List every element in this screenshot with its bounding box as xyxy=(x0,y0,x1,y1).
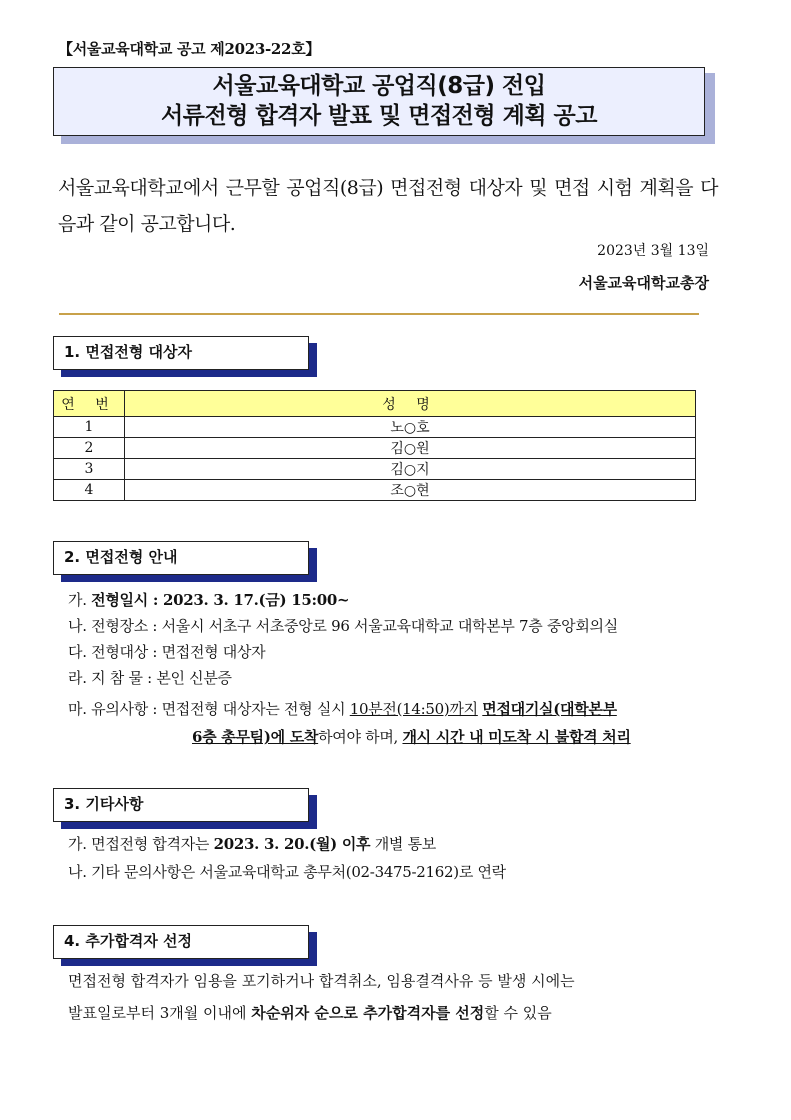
column-header-name: 성 명 xyxy=(125,391,696,417)
table-row xyxy=(54,417,696,438)
title-box xyxy=(53,67,705,136)
item-prefix: 가. xyxy=(68,591,92,609)
notes-mid: 하여야 하며, xyxy=(318,728,403,746)
row-name: 조○현 xyxy=(125,480,696,501)
other-item-contact: 나. 기타 문의사항은 서울교육대학교 총무처(02-3475-2162)로 연락 xyxy=(68,863,506,881)
result-prefix: 가. 면접전형 합격자는 xyxy=(68,835,214,853)
row-name: 노○호 xyxy=(125,417,696,438)
result-suffix: 개별 통보 xyxy=(370,835,436,853)
schedule-item-date xyxy=(68,589,349,610)
line2-bold: 차순위자 순으로 추가합격자를 선정 xyxy=(251,1004,485,1022)
divider-rule xyxy=(59,313,699,315)
row-number: 4 xyxy=(54,480,125,501)
table-row xyxy=(54,459,696,480)
notes-arrive-location: 6층 총무팀)에 도착 xyxy=(192,728,319,746)
schedule-item-target: 다. 전형대상 : 면접전형 대상자 xyxy=(68,643,266,661)
row-name: 김○지 xyxy=(125,459,696,480)
title-line-1: 서울교육대학교 공업직(8급) 전입 xyxy=(212,73,546,99)
line2-suffix: 할 수 있음 xyxy=(484,1004,552,1022)
candidate-table xyxy=(53,390,696,501)
section-4-heading: 4. 추가합격자 선정 xyxy=(53,925,309,959)
title-line-2: 서류전형 합격자 발표 및 면접전형 계획 공고 xyxy=(161,103,597,129)
intro-paragraph: 서울교육대학교에서 근무할 공업직(8급) 면접전형 대상자 및 면접 시험 계획을 다음과 같이 공고합니다. xyxy=(58,177,718,235)
schedule-item-place: 나. 전형장소 : 서울시 서초구 서초중앙로 96 서울교육대학교 대학본부 7층 중앙회의실 xyxy=(68,617,618,635)
section-1-heading: 1. 면접전형 대상자 xyxy=(53,336,309,370)
additional-line-1: 면접전형 합격자가 임용을 포기하거나 합격취소, 임용결격사유 등 발생 시에는 xyxy=(68,972,575,990)
table-row xyxy=(54,438,696,459)
section-3-heading: 3. 기타사항 xyxy=(53,788,309,822)
row-number: 1 xyxy=(54,417,125,438)
announcement-date: 2023년 3월 13일 xyxy=(597,243,709,259)
row-name: 김○원 xyxy=(125,438,696,459)
row-number: 3 xyxy=(54,459,125,480)
table-header-row xyxy=(54,391,696,417)
section-2-heading: 2. 면접전형 안내 xyxy=(53,541,309,575)
notes-failure-rule: 개시 시간 내 미도착 시 불합격 처리 xyxy=(402,728,631,746)
schedule-item-notes xyxy=(68,698,617,719)
schedule-item-notes-cont xyxy=(192,726,631,747)
notes-text: 마. 유의사항 : 면접전형 대상자는 전형 실시 xyxy=(68,700,350,718)
schedule-item-items: 라. 지 참 물 : 본인 신분증 xyxy=(68,669,232,687)
issuer: 서울교육대학교총장 xyxy=(578,274,709,292)
row-number: 2 xyxy=(54,438,125,459)
column-header-number: 연 번 xyxy=(54,391,125,417)
additional-selection-paragraph xyxy=(68,965,708,1029)
notice-number: 【서울교육대학교 공고 제2023-22호】 xyxy=(58,40,321,58)
notes-waiting-room: 면접대기실(대학본부 xyxy=(482,700,617,718)
notes-arrival-time: 10분전(14:50)까지 xyxy=(349,700,478,718)
interview-datetime: 전형일시 : 2023. 3. 17.(금) 15:00~ xyxy=(91,591,350,609)
result-date: 2023. 3. 20.(월) 이후 xyxy=(213,835,371,853)
other-item-result xyxy=(68,833,436,854)
table-row xyxy=(54,480,696,501)
line2-prefix: 발표일로부터 3개월 이내에 xyxy=(68,1004,252,1022)
additional-line-2 xyxy=(68,997,708,1029)
